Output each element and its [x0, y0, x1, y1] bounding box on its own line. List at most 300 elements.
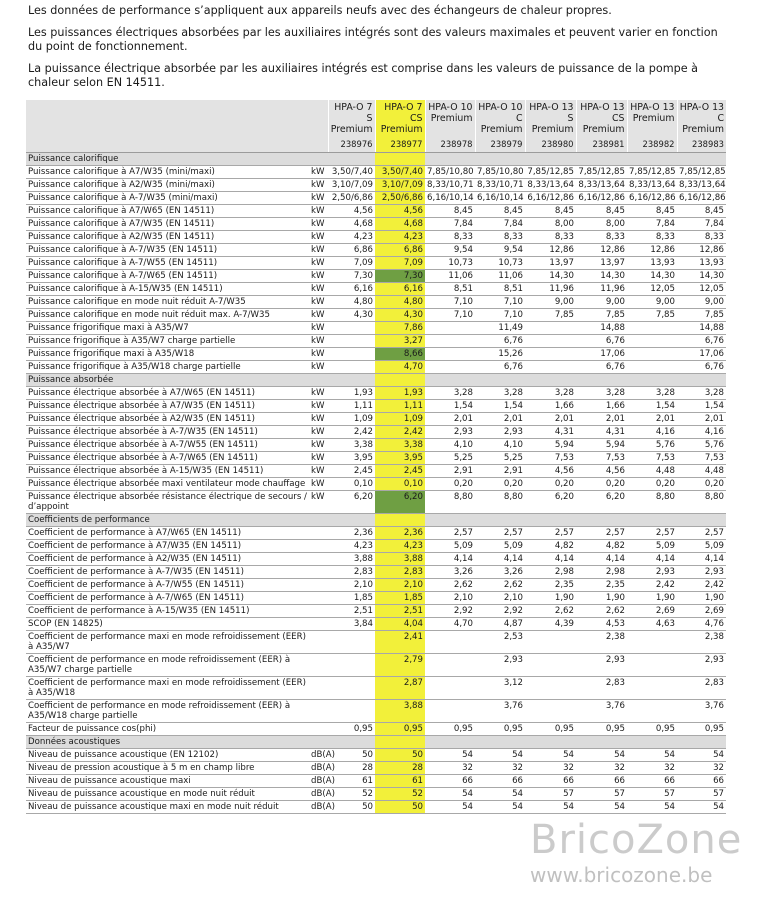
value-cell: [525, 631, 576, 654]
value-cell: 52: [328, 788, 375, 801]
row-unit: kW: [310, 452, 328, 465]
watermark-url: www.bricozone.be: [530, 863, 713, 887]
value-cell: 3,10/7,09: [375, 179, 425, 192]
watermark: [530, 818, 742, 886]
value-cell: 17,06: [677, 348, 726, 361]
value-cell: 6,16/12,86: [525, 192, 576, 205]
section-filler: [375, 514, 425, 527]
value-cell: [627, 348, 677, 361]
table-row: [26, 335, 726, 348]
value-cell: 4,39: [525, 618, 576, 631]
value-cell: 7,84: [425, 218, 475, 231]
value-cell: 7,85: [677, 309, 726, 322]
value-cell: 9,00: [525, 296, 576, 309]
value-cell: 3,28: [627, 387, 677, 400]
header-blank: [26, 100, 328, 138]
value-cell: [425, 654, 475, 677]
value-cell: 7,09: [375, 257, 425, 270]
value-cell: 11,96: [576, 283, 627, 296]
value-cell: 1,85: [375, 592, 425, 605]
value-cell: 7,84: [677, 218, 726, 231]
value-cell: [525, 348, 576, 361]
value-cell: 7,85/12,85: [679, 167, 726, 177]
value-cell: 5,25: [425, 452, 475, 465]
value-cell: 54: [677, 801, 726, 814]
value-cell: 1,66: [576, 400, 627, 413]
value-cell: 11,06: [425, 270, 475, 283]
value-cell: 7,85: [525, 309, 576, 322]
value-cell: 1,90: [576, 592, 627, 605]
table-row: [26, 218, 726, 231]
value-cell: 0,95: [375, 723, 425, 736]
value-cell: 2,87: [375, 677, 425, 700]
table-row: [26, 361, 726, 374]
value-cell: 2,92: [425, 605, 475, 618]
table-row: [26, 654, 726, 677]
row-label: Puissance calorifique à A-7/W65 (EN 14511): [26, 270, 310, 283]
value-cell: 4,14: [677, 553, 726, 566]
value-cell: 0,95: [627, 723, 677, 736]
value-cell: [425, 361, 475, 374]
value-cell: 4,14: [525, 553, 576, 566]
value-cell: 5,09: [425, 540, 475, 553]
row-label: Niveau de puissance acoustique maxi en mode nuit réduit: [26, 801, 310, 814]
value-cell: [425, 677, 475, 700]
value-cell: 4,14: [425, 553, 475, 566]
row-unit: dB(A): [311, 763, 335, 773]
value-cell: 3,84: [328, 618, 375, 631]
value-cell: 2,42: [328, 426, 375, 439]
value-cell: 13,97: [525, 257, 576, 270]
table-row: [26, 400, 726, 413]
value-cell: 50: [375, 801, 425, 814]
value-cell: 1,90: [525, 592, 576, 605]
value-cell: 13,93: [627, 257, 677, 270]
table-row: [26, 439, 726, 452]
table-row: [26, 677, 726, 700]
value-cell: 7,85/12,85: [629, 167, 676, 177]
article-code: 238979: [475, 138, 525, 153]
value-cell: 7,53: [677, 452, 726, 465]
row-unit: [310, 654, 328, 677]
value-cell: 5,25: [475, 452, 525, 465]
value-cell: [627, 677, 677, 700]
table-row: [26, 283, 726, 296]
value-cell: 54: [425, 801, 475, 814]
row-unit: kW: [310, 491, 328, 514]
row-label: Coefficient de performance maxi en mode refroidissement (EER) à A35/W7: [26, 631, 310, 654]
row-label: Puissance frigorifique maxi à A35/W7: [26, 322, 310, 335]
row-unit: kW: [310, 309, 328, 322]
value-cell: 4,30: [375, 309, 425, 322]
value-cell: 66: [425, 775, 475, 788]
row-label: Puissance frigorifique à A35/W7 charge partielle: [26, 335, 310, 348]
value-cell: 3,28: [677, 387, 726, 400]
row-unit: kW: [310, 244, 328, 257]
value-cell: 4,63: [627, 618, 677, 631]
value-cell: [328, 631, 375, 654]
value-cell: 54: [525, 801, 576, 814]
row-label: Niveau de pression acoustique à 5 m en champ libre: [26, 762, 310, 775]
value-cell: 3,88: [375, 553, 425, 566]
row-label: Puissance calorifique à A2/W35 (EN 14511): [26, 231, 310, 244]
value-cell: 10,73: [425, 257, 475, 270]
row-unit: [310, 553, 328, 566]
row-unit: kW: [310, 205, 328, 218]
intro-paragraph-1: [28, 4, 728, 18]
section-title: Puissance calorifique: [26, 153, 375, 166]
value-cell: 2,62: [576, 605, 627, 618]
table-row: [26, 723, 726, 736]
value-cell: 2,53: [475, 631, 525, 654]
row-unit: kW: [310, 270, 328, 283]
article-code: 238977: [375, 138, 425, 153]
value-cell: 0,10: [375, 478, 425, 491]
section-filler: [375, 153, 425, 166]
value-cell: 3,76: [677, 700, 726, 723]
value-cell: 2,57: [627, 527, 677, 540]
value-cell: 4,80: [328, 296, 375, 309]
table-row: [26, 605, 726, 618]
row-label: Coefficient de performance en mode refroidissement (EER) à A35/W7 charge partielle: [26, 654, 310, 677]
value-cell: 0,95: [677, 723, 726, 736]
value-cell: 54: [627, 801, 677, 814]
value-cell: 32: [425, 762, 475, 775]
performance-table: [26, 100, 726, 814]
value-cell: 9,00: [627, 296, 677, 309]
row-label: Puissance calorifique à A-7/W35 (mini/maxi): [26, 192, 310, 205]
value-cell: [425, 335, 475, 348]
value-cell: 0,95: [328, 723, 375, 736]
value-cell: 0,10: [328, 478, 375, 491]
value-cell: 3,95: [375, 452, 425, 465]
value-cell: [627, 322, 677, 335]
row-unit: kW: [310, 387, 328, 400]
value-cell: 6,86: [328, 244, 375, 257]
value-cell: 3,28: [576, 387, 627, 400]
value-cell: 2,91: [425, 465, 475, 478]
value-cell: 6,20: [328, 491, 375, 514]
article-code: 238980: [525, 138, 576, 153]
watermark-logo: BricoZone: [530, 817, 743, 863]
value-cell: 2,57: [576, 527, 627, 540]
row-label: Coefficient de performance à A-7/W35 (EN 14511): [26, 566, 310, 579]
value-cell: 8,33/10,71: [427, 180, 474, 190]
value-cell: 8,33: [627, 231, 677, 244]
row-label: Coefficient de performance à A2/W35 (EN 14511): [26, 553, 310, 566]
value-cell: 14,30: [576, 270, 627, 283]
value-cell: 2,83: [677, 677, 726, 700]
value-cell: 8,51: [475, 283, 525, 296]
value-cell: 32: [525, 762, 576, 775]
value-cell: 12,05: [677, 283, 726, 296]
row-unit: dB(A): [311, 802, 335, 812]
row-unit: [310, 631, 328, 654]
model-header: HPA-O 13 Premium: [627, 100, 677, 138]
model-header: HPA-O 7 CS Premium: [375, 100, 425, 138]
value-cell: 66: [627, 775, 677, 788]
value-cell: 1,54: [627, 400, 677, 413]
value-cell: 1,85: [328, 592, 375, 605]
value-cell: 2,35: [525, 579, 576, 592]
table-row: [26, 553, 726, 566]
value-cell: [627, 361, 677, 374]
value-cell: 3,50/7,40: [375, 166, 425, 179]
value-cell: 2,57: [425, 527, 475, 540]
value-cell: 7,86: [375, 322, 425, 335]
row-label: Puissance calorifique à A-15/W35 (EN 14511): [26, 283, 310, 296]
intro-text: Les puissances électriques absorbées par les auxiliaires intégrés sont des valeurs maximales et peuvent varier en fonction du point de fonctionnement.: [28, 26, 718, 53]
row-label: Coefficient de performance maxi en mode refroidissement (EER) à A35/W18: [26, 677, 310, 700]
value-cell: 2,62: [525, 605, 576, 618]
row-label: Puissance calorifique à A-7/W35 (EN 14511): [26, 244, 310, 257]
value-cell: 6,16/10,14: [427, 193, 474, 203]
value-cell: 10,73: [475, 257, 525, 270]
value-cell: 28: [375, 762, 425, 775]
value-cell: [328, 700, 375, 723]
table-row: [26, 244, 726, 257]
section-filler: [375, 736, 425, 749]
value-cell: 2,10: [425, 592, 475, 605]
value-cell: 6,20: [525, 491, 576, 514]
value-cell: 3,95: [328, 452, 375, 465]
table-body: [26, 153, 726, 814]
value-cell: 2,57: [475, 527, 525, 540]
row-label: Puissance électrique absorbée à A7/W35 (EN 14511): [26, 400, 310, 413]
value-cell: 8,33/10,71: [477, 180, 524, 190]
table-row: [26, 192, 726, 205]
value-cell: 52: [375, 788, 425, 801]
value-cell: [328, 322, 375, 335]
value-cell: 2,45: [375, 465, 425, 478]
value-cell: 4,10: [475, 439, 525, 452]
value-cell: 54: [677, 749, 726, 762]
value-cell: 11,96: [525, 283, 576, 296]
value-cell: 8,66: [375, 348, 425, 361]
value-cell: 12,86: [576, 244, 627, 257]
value-cell: 2,01: [576, 413, 627, 426]
section-row: [26, 514, 726, 527]
value-cell: 50: [328, 749, 375, 762]
value-cell: 2,83: [576, 677, 627, 700]
value-cell: 7,09: [328, 257, 375, 270]
value-cell: 2,41: [375, 631, 425, 654]
value-cell: 1,54: [677, 400, 726, 413]
value-cell: 4,56: [328, 205, 375, 218]
value-cell: 2,93: [677, 654, 726, 677]
row-unit: kW: [310, 400, 328, 413]
value-cell: 7,30: [328, 270, 375, 283]
row-unit: kW: [310, 179, 328, 192]
value-cell: 2,98: [576, 566, 627, 579]
table-row: [26, 296, 726, 309]
section-filler: [375, 374, 425, 387]
value-cell: 7,53: [525, 452, 576, 465]
value-cell: 12,86: [627, 244, 677, 257]
row-label: Niveau de puissance acoustique maxi: [26, 775, 310, 788]
row-unit: [310, 579, 328, 592]
value-cell: 8,00: [525, 218, 576, 231]
value-cell: 5,76: [677, 439, 726, 452]
table-row: [26, 762, 726, 775]
value-cell: [425, 700, 475, 723]
model-header: HPA-O 13 CS Premium: [576, 100, 627, 138]
value-cell: [627, 700, 677, 723]
value-cell: 6,76: [576, 335, 627, 348]
value-cell: 7,10: [425, 296, 475, 309]
value-cell: 4,70: [425, 618, 475, 631]
value-cell: 7,10: [475, 296, 525, 309]
value-cell: [328, 677, 375, 700]
value-cell: 2,38: [677, 631, 726, 654]
value-cell: 66: [525, 775, 576, 788]
value-cell: 54: [425, 788, 475, 801]
row-unit: kW: [310, 413, 328, 426]
section-filler: [425, 736, 726, 749]
row-label: Puissance électrique absorbée à A-7/W35 (EN 14511): [26, 426, 310, 439]
table-row: [26, 491, 726, 514]
value-cell: 11,06: [475, 270, 525, 283]
row-unit: kW: [310, 296, 328, 309]
value-cell: 4,14: [475, 553, 525, 566]
value-cell: 13,97: [576, 257, 627, 270]
section-title: Coefficients de performance: [26, 514, 375, 527]
row-unit: [310, 618, 328, 631]
value-cell: 3,12: [475, 677, 525, 700]
intro-paragraph-2: [28, 26, 728, 54]
value-cell: 7,10: [425, 309, 475, 322]
value-cell: 8,45: [576, 205, 627, 218]
table-row: [26, 566, 726, 579]
value-cell: 2,38: [576, 631, 627, 654]
value-cell: 4,76: [677, 618, 726, 631]
value-cell: 54: [576, 749, 627, 762]
value-cell: 3,28: [425, 387, 475, 400]
row-label: Puissance calorifique à A2/W35 (mini/maxi): [26, 179, 310, 192]
section-title: Puissance absorbée: [26, 374, 375, 387]
row-unit: [310, 677, 328, 700]
section-row: [26, 374, 726, 387]
row-unit: [310, 566, 328, 579]
value-cell: 0,95: [475, 723, 525, 736]
value-cell: 2,83: [375, 566, 425, 579]
value-cell: 57: [677, 788, 726, 801]
value-cell: [525, 654, 576, 677]
value-cell: 0,20: [475, 478, 525, 491]
value-cell: 54: [475, 749, 525, 762]
table-row: [26, 579, 726, 592]
table-row: [26, 309, 726, 322]
value-cell: 4,87: [475, 618, 525, 631]
value-cell: 4,23: [328, 540, 375, 553]
table-row: [26, 452, 726, 465]
value-cell: [328, 335, 375, 348]
value-cell: 1,09: [328, 413, 375, 426]
value-cell: 5,09: [677, 540, 726, 553]
value-cell: 32: [627, 762, 677, 775]
row-label: Coefficient de performance à A7/W65 (EN 14511): [26, 527, 310, 540]
value-cell: 2,50/6,86: [328, 192, 375, 205]
value-cell: 11,49: [475, 322, 525, 335]
value-cell: [525, 700, 576, 723]
value-cell: 12,86: [677, 244, 726, 257]
table-row: [26, 166, 726, 179]
value-cell: 0,20: [627, 478, 677, 491]
row-unit: kW: [310, 439, 328, 452]
value-cell: [525, 677, 576, 700]
table-row: [26, 592, 726, 605]
value-cell: 1,09: [375, 413, 425, 426]
value-cell: 61: [375, 775, 425, 788]
value-cell: 7,85/10,80: [477, 167, 524, 177]
value-cell: 0,20: [677, 478, 726, 491]
value-cell: 2,93: [627, 566, 677, 579]
value-cell: 14,30: [525, 270, 576, 283]
value-cell: 2,50/6,86: [375, 192, 425, 205]
value-cell: 7,85: [576, 309, 627, 322]
value-cell: 2,57: [525, 527, 576, 540]
row-label: Puissance frigorifique à A35/W18 charge partielle: [26, 361, 310, 374]
value-cell: 8,33/13,64: [576, 179, 627, 192]
table-row: [26, 322, 726, 335]
value-cell: 2,92: [475, 605, 525, 618]
value-cell: 2,42: [627, 579, 677, 592]
value-cell: 8,33/13,64: [629, 180, 676, 190]
row-unit: kW: [310, 335, 328, 348]
table-row: [26, 426, 726, 439]
value-cell: 6,16/12,86: [629, 193, 676, 203]
table-row: [26, 387, 726, 400]
value-cell: 2,01: [627, 413, 677, 426]
value-cell: 57: [525, 788, 576, 801]
value-cell: 0,95: [576, 723, 627, 736]
value-cell: 1,11: [328, 400, 375, 413]
value-cell: 1,54: [425, 400, 475, 413]
value-cell: 4,23: [375, 231, 425, 244]
row-unit: kW: [310, 322, 328, 335]
intro-text: La puissance électrique absorbée par les auxiliaires intégrés est comprise dans les valeurs de puissance de la pompe à chaleur selon EN 14511.: [28, 62, 699, 89]
row-unit: [310, 540, 328, 553]
value-cell: 2,83: [328, 566, 375, 579]
value-cell: 8,80: [627, 491, 677, 514]
value-cell: 12,05: [627, 283, 677, 296]
row-unit: kW: [310, 257, 328, 270]
value-cell: 2,45: [328, 465, 375, 478]
value-cell: 2,79: [375, 654, 425, 677]
value-cell: 4,70: [375, 361, 425, 374]
value-cell: 8,33: [525, 231, 576, 244]
row-unit: kW: [310, 361, 328, 374]
value-cell: 2,93: [425, 426, 475, 439]
value-cell: 4,31: [576, 426, 627, 439]
value-cell: 54: [627, 749, 677, 762]
value-cell: 3,26: [425, 566, 475, 579]
table-row: [26, 270, 726, 283]
value-cell: 7,10: [475, 309, 525, 322]
value-cell: 66: [576, 775, 627, 788]
value-cell: 8,33: [576, 231, 627, 244]
row-unit: [310, 592, 328, 605]
row-label: Puissance calorifique à A7/W65 (EN 14511): [26, 205, 310, 218]
value-cell: 8,33: [677, 231, 726, 244]
value-cell: 14,88: [677, 322, 726, 335]
row-label: Coefficient de performance à A7/W35 (EN 14511): [26, 540, 310, 553]
value-cell: 5,94: [576, 439, 627, 452]
table-row: [26, 257, 726, 270]
row-label: Puissance frigorifique maxi à A35/W18: [26, 348, 310, 361]
value-cell: 2,51: [328, 605, 375, 618]
intro-paragraph-3: [28, 62, 728, 90]
